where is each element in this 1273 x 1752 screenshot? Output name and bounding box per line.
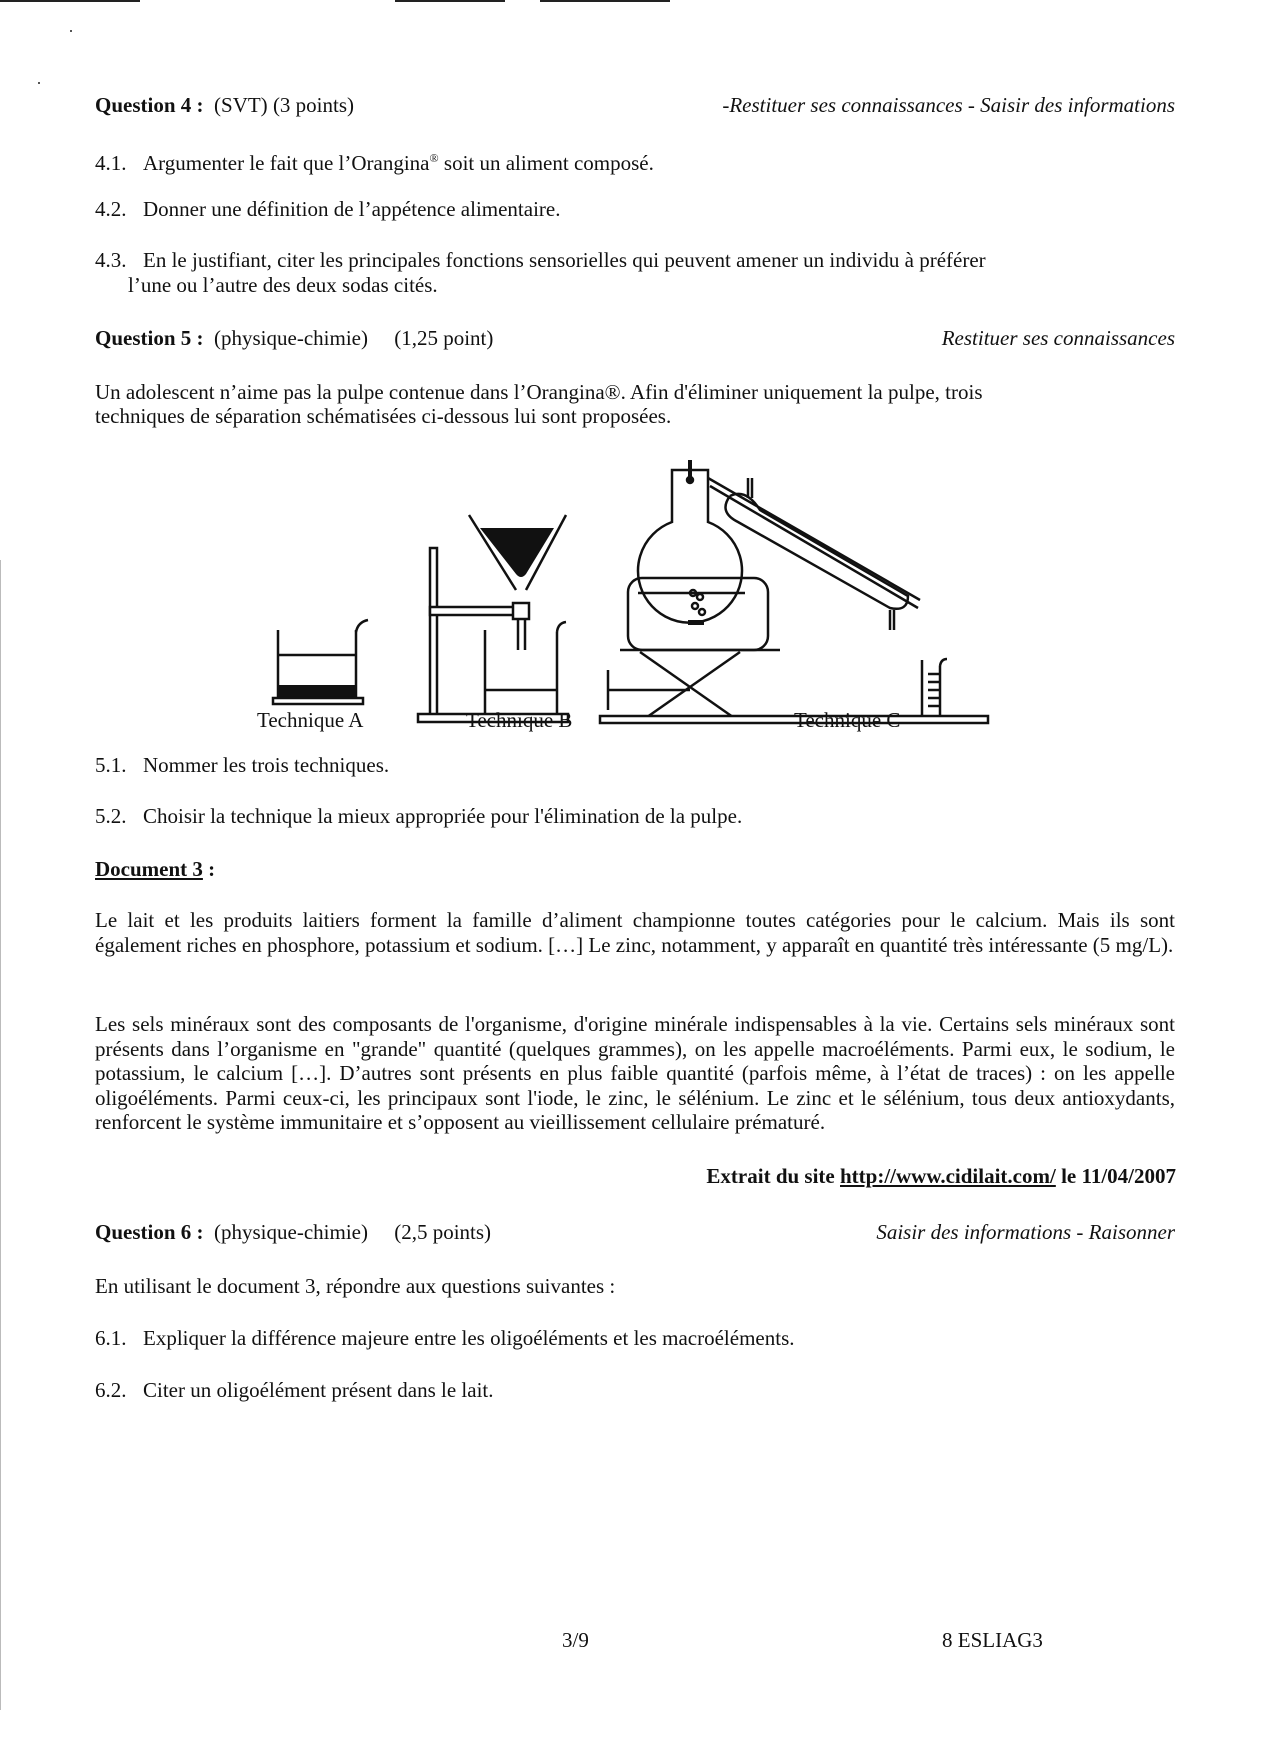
question-4-1: 4.1. Argumenter le fait que l’Orangina® soit un aliment composé. [95, 151, 654, 175]
page-number: 3/9 [562, 1628, 589, 1652]
source-link[interactable]: http://www.cidilait.com/ [840, 1164, 1056, 1188]
question-5-2: 5.2. Choisir la technique la mieux appropriée pour l'élimination de la pulpe. [95, 804, 743, 828]
scan-artifact-line [540, 0, 670, 2]
registered-mark: ® [429, 151, 439, 165]
separation-techniques-figure [240, 460, 1080, 780]
question-5-header [95, 325, 1175, 351]
question-5-points: (1,25 point) [394, 326, 494, 350]
item-number: 4.1. [95, 151, 127, 175]
question-4-title: Question 4 : [95, 93, 204, 117]
technique-c-distillation [600, 460, 988, 723]
caption-technique-c: Technique C [794, 708, 901, 732]
caption-technique-a: Technique A [257, 708, 364, 732]
technique-a-beaker [273, 620, 368, 704]
document-3-source: Extrait du site http://www.cidilait.com/ le 11/04/2007 [706, 1164, 1176, 1188]
scan-speck [70, 30, 72, 32]
question-6-skills: Saisir des informations - Raisonner [876, 1220, 1175, 1244]
question-4-3: 4.3. En le justifiant, citer les principales fonctions sensorielles qui peuvent amener un individu à préférer [95, 248, 986, 272]
stand-rod [430, 548, 437, 718]
technique-b-filtration [418, 515, 568, 722]
question-6-header [95, 1219, 1175, 1245]
scan-artifact-line [0, 0, 140, 2]
question-4-2: 4.2. Donner une définition de l’appétence alimentaire. [95, 197, 561, 221]
question-5-intro-1: Un adolescent n’aime pas la pulpe contenue dans l’Orangina®. Afin d'éliminer uniquement la pulpe, trois [95, 380, 983, 404]
settled-pulp [278, 685, 356, 698]
question-4-3-continued: l’une ou l’autre des deux sodas cités. [128, 273, 438, 297]
document-3-paragraph-2: Les sels minéraux sont des composants de l'organisme, d'origine minérale indispensables à la vie. Certains sels minéraux sont présents dans l’organisme en "grande" quantité (quelques grammes), on les appelle macroéléments. Parmi eux, le sodium, le potassium, le calcium […]. D’autres sont présents en plus faible quantité (parfois même, à l’état de traces) : on les appelle oligoéléments. Parmi ceux-ci, les principaux sont l'iode, le zinc, le sélénium. Le zinc et le sélénium, tous deux antioxydants, renforcent le système immunitaire et s’opposent au vieillissement cellulaire prématuré. [95, 1012, 1175, 1134]
scan-artifact-line [395, 0, 505, 2]
item-number: 4.2. [95, 197, 127, 221]
item-number: 6.2. [95, 1378, 127, 1402]
question-6-2: 6.2. Citer un oligoélément présent dans le lait. [95, 1378, 494, 1402]
question-5-subject: (physique-chimie) [214, 326, 368, 350]
question-5-intro-2: techniques de séparation schématisées ci-dessous lui sont proposées. [95, 404, 672, 428]
question-4-points: (3 points) [272, 93, 355, 117]
question-6-subject: (physique-chimie) [214, 1220, 368, 1244]
document-3-title: Document 3 [95, 857, 203, 881]
question-4-subject: (SVT) [214, 93, 268, 117]
scan-speck [38, 82, 40, 84]
heater [628, 578, 768, 650]
question-6-title: Question 6 : [95, 1220, 204, 1244]
stand-clamp [430, 607, 515, 615]
item-number: 4.3. [95, 248, 127, 272]
item-number: 6.1. [95, 1326, 127, 1350]
scan-artifact-edge [0, 560, 1, 1710]
question-4-header [95, 92, 1175, 118]
item-number: 5.2. [95, 804, 127, 828]
question-6-intro: En utilisant le document 3, répondre aux questions suivantes : [95, 1274, 616, 1298]
document-3-paragraph-1: Le lait et les produits laitiers forment la famille d’aliment championne toutes catégories pour le calcium. Mais ils sont également riches en phosphore, potassium et sodium. […] Le zinc, notamment, y apparaît en quantité très intéressante (5 mg/L). [95, 908, 1175, 957]
funnel-holder [513, 603, 529, 619]
question-6-points: (2,5 points) [394, 1220, 492, 1244]
question-5-title: Question 5 : [95, 326, 204, 350]
exam-code: 8 ESLIAG3 [942, 1628, 1043, 1652]
question-6-1: 6.1. Expliquer la différence majeure entre les oligoéléments et les macroéléments. [95, 1326, 795, 1350]
document-3-heading: Document 3 : [95, 857, 216, 881]
question-5-skills: Restituer ses connaissances [941, 326, 1175, 350]
question-4-skills: -Restituer ses connaissances - Saisir des informations [722, 93, 1175, 117]
question-5-1: 5.1. Nommer les trois techniques. [95, 753, 390, 777]
caption-technique-b: Technique B [466, 708, 573, 732]
item-number: 5.1. [95, 753, 127, 777]
